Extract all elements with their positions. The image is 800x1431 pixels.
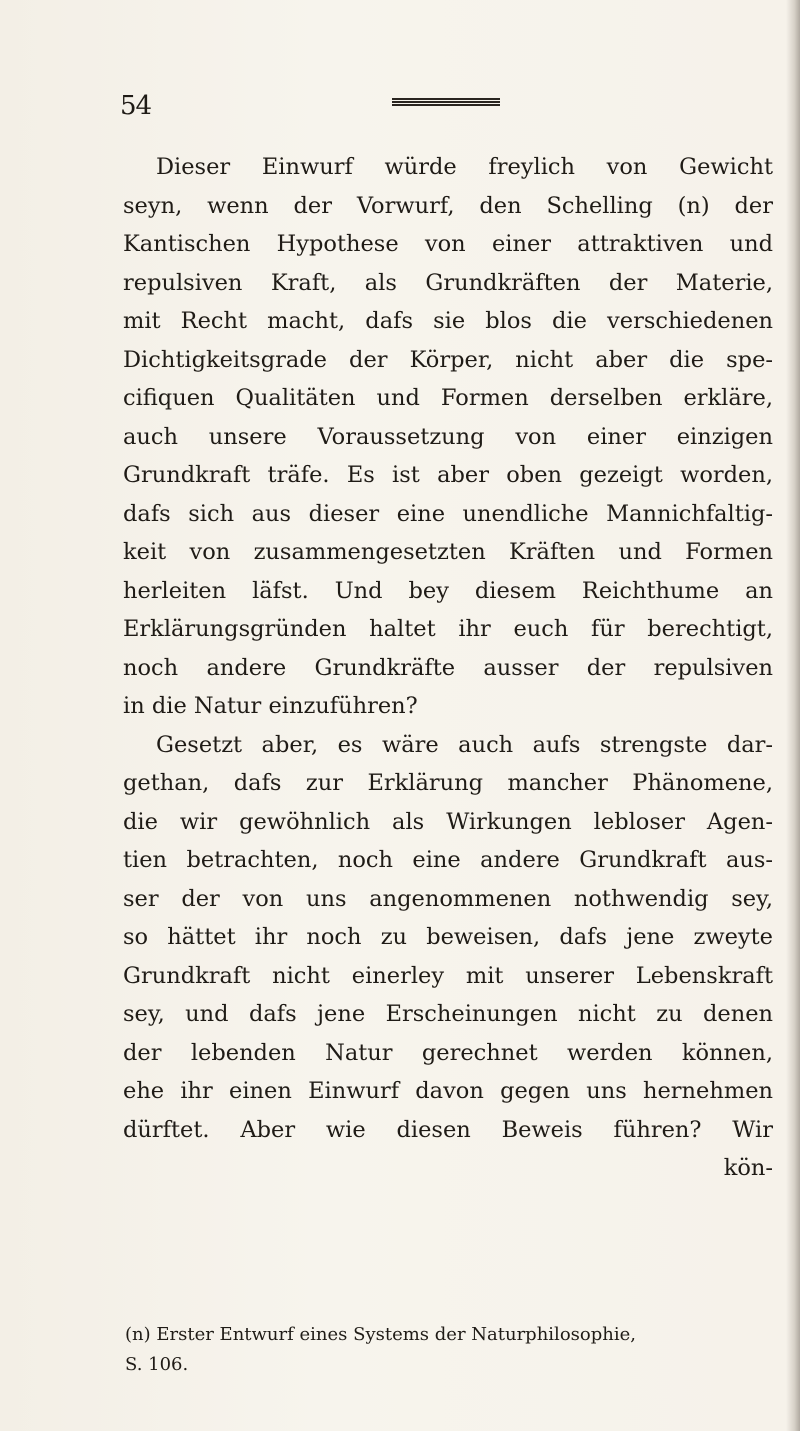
- text-line: dürftet. Aber wie diesen Beweis führen? Wir: [123, 1116, 773, 1143]
- text-line: Grundkraft nicht einerley mit unserer Lebenskraft: [123, 962, 773, 989]
- text-line: Erklärungsgründen haltet ihr euch für berechtigt,: [123, 616, 773, 642]
- text-line: auch unsere Voraussetzung von einer einzigen: [123, 423, 773, 450]
- page-edge-shadow: [786, 0, 800, 1431]
- text-line: Dichtigkeitsgrade der Körper, nicht aber die spe-: [123, 346, 773, 373]
- header-ornament: [392, 98, 500, 109]
- footnote: [125, 1320, 775, 1380]
- text-line: ser der von uns angenommenen nothwendig sey,: [123, 885, 773, 912]
- text-line: dafs sich aus dieser eine unendliche Mannichfaltig-: [123, 500, 773, 527]
- footnote-line: S. 106.: [125, 1354, 189, 1375]
- text-line: ehe ihr einen Einwurf davon gegen uns hernehmen: [123, 1078, 773, 1104]
- text-line: Gesetzt aber, es wäre auch aufs strengste dar-: [156, 731, 773, 758]
- body-text: [123, 148, 773, 1188]
- text-line: der lebenden Natur gerechnet werden können,: [123, 1039, 773, 1066]
- text-line: sey, und dafs jene Erscheinungen nicht zu denen: [123, 1001, 773, 1027]
- catchword: kön-: [723, 1155, 773, 1181]
- text-line: so hättet ihr noch zu beweisen, dafs jene zweyte: [123, 924, 773, 950]
- text-line: in die Natur einzuführen?: [123, 693, 418, 719]
- text-line: Grundkraft träfe. Es ist aber oben gezeigt worden,: [123, 462, 773, 488]
- footnote-line: (n) Erster Entwurf eines Systems der Naturphilosophie,: [125, 1324, 636, 1345]
- text-line: seyn, wenn der Vorwurf, den Schelling (n) der: [123, 192, 773, 219]
- text-line: cifiquen Qualitäten und Formen derselben erkläre,: [123, 385, 773, 411]
- text-line: tien betrachten, noch eine andere Grundkraft aus-: [123, 847, 773, 873]
- text-line: mit Recht macht, dafs sie blos die verschiedenen: [123, 308, 773, 334]
- text-line: noch andere Grundkräfte ausser der repulsiven: [123, 654, 773, 681]
- text-line: gethan, dafs zur Erklärung mancher Phänomene,: [123, 770, 773, 796]
- text-line: Dieser Einwurf würde freylich von Gewicht: [156, 154, 773, 180]
- text-line: repulsiven Kraft, als Grundkräften der Materie,: [123, 269, 773, 296]
- text-line: Kantischen Hypothese von einer attraktiven und: [123, 231, 773, 257]
- text-line: keit von zusammengesetzten Kräften und Formen: [123, 539, 773, 565]
- text-line: herleiten läfst. Und bey diesem Reichthume an: [123, 577, 773, 604]
- page-number: 54: [120, 91, 152, 121]
- text-line: die wir gewöhnlich als Wirkungen lebloser Agen-: [123, 808, 773, 835]
